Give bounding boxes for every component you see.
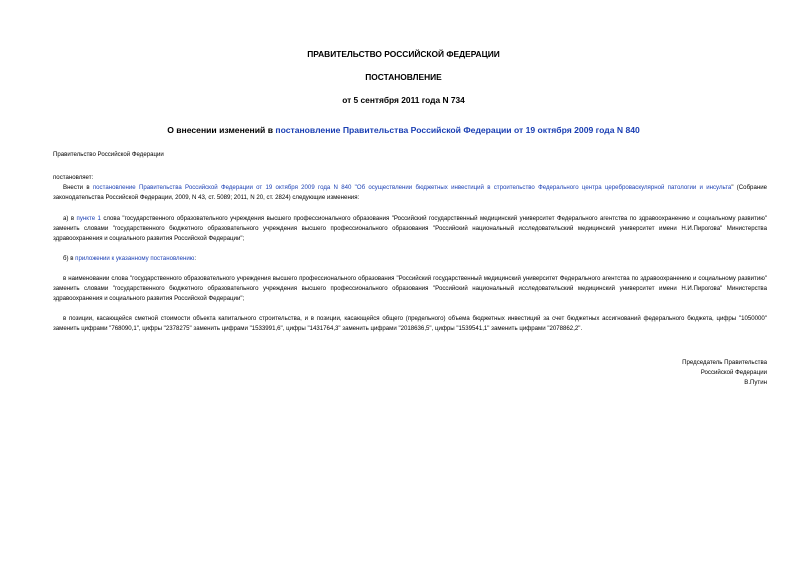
item-b1-paragraph: в наименовании слова "государственного образовательного учреждения высшего профессионального образования "Российский государственный медицинский университет Федерального агентства по здравоохранению и социальному развитию" заменить словами "государственного бюджетного образовательного учреждения высшего профессионального образования "Российский национальный исследовательский медицинский университет имени Н.И.Пирогова" Министерства здравоохранения и социального развития Российской Федерации"; — [53, 275, 767, 302]
org-heading: ПРАВИТЕЛЬСТВО РОССИЙСКОЙ ФЕДЕРАЦИИ — [307, 49, 500, 59]
decrees-line: постановляет: — [53, 174, 94, 181]
government-line: Правительство Российской Федерации — [53, 151, 164, 158]
intro-link[interactable]: постановление Правительства Российской Федерации от 19 октября 2009 года N 840 "Об осуществлении бюджетных инвестиций в строительство Федерального центра цереброваскулярной патологии и инсульта — [92, 184, 732, 191]
signature-title-2: Российской Федерации — [700, 369, 767, 376]
intro-paragraph — [53, 183, 767, 203]
item-a-paragraph — [53, 214, 767, 244]
doc-type-heading: ПОСТАНОВЛЕНИЕ — [365, 72, 442, 82]
item-a-text: слова "государственного образовательного учреждения высшего профессионального образования "Российский государственный медицинский университет Федерального агентства по здравоохранению и социальному развитию" заменить словами "государственного бюджетного образовательного учреждения высшего профессионального образования "Российский национальный исследовательский медицинский университет имени Н.И.Пирогова" Министерства здравоохранения и социального развития Российской Федерации"; — [53, 215, 768, 242]
intro-text-2: " (Собрание законодательства Российской Федерации, 2009, N 43, ст. 5089; 2011, N 20, ст. 2824) следующие изменения: — [53, 184, 767, 201]
document-title — [0, 125, 807, 135]
item-b-link[interactable]: приложении к указанному постановлению — [75, 255, 195, 262]
intro-text-1: Внести в — [63, 184, 93, 191]
item-b-paragraph — [53, 254, 767, 264]
date-number-heading: от 5 сентября 2011 года N 734 — [342, 95, 465, 105]
item-b2-paragraph: в позиции, касающейся сметной стоимости объекта капитального строительства, и в позиции, касающейся общего (предельного) объема бюджетных инвестиций за счет бюджетных ассигнований федерального бюджета, цифры "1050000" заменить цифрами "768090,1", цифры "2378275" заменить цифрами "1533991,6", цифры "1431764,3" заменить цифрами "2018636,5", цифры "1539541,1" заменить цифрами "2078862,2". — [53, 315, 767, 332]
signature-title-1: Председатель Правительства — [682, 359, 767, 366]
item-b-suffix: : — [194, 255, 197, 262]
title-prefix: О внесении изменений в — [167, 125, 276, 135]
item-a-link[interactable]: пункте 1 — [76, 215, 101, 222]
title-link[interactable]: постановление Правительства Российской Федерации от 19 октября 2009 года N 840 — [275, 125, 640, 135]
item-b-prefix: б) в — [63, 255, 76, 262]
signature-name: В.Путин — [744, 379, 767, 386]
item-a-prefix: а) в — [63, 215, 77, 222]
